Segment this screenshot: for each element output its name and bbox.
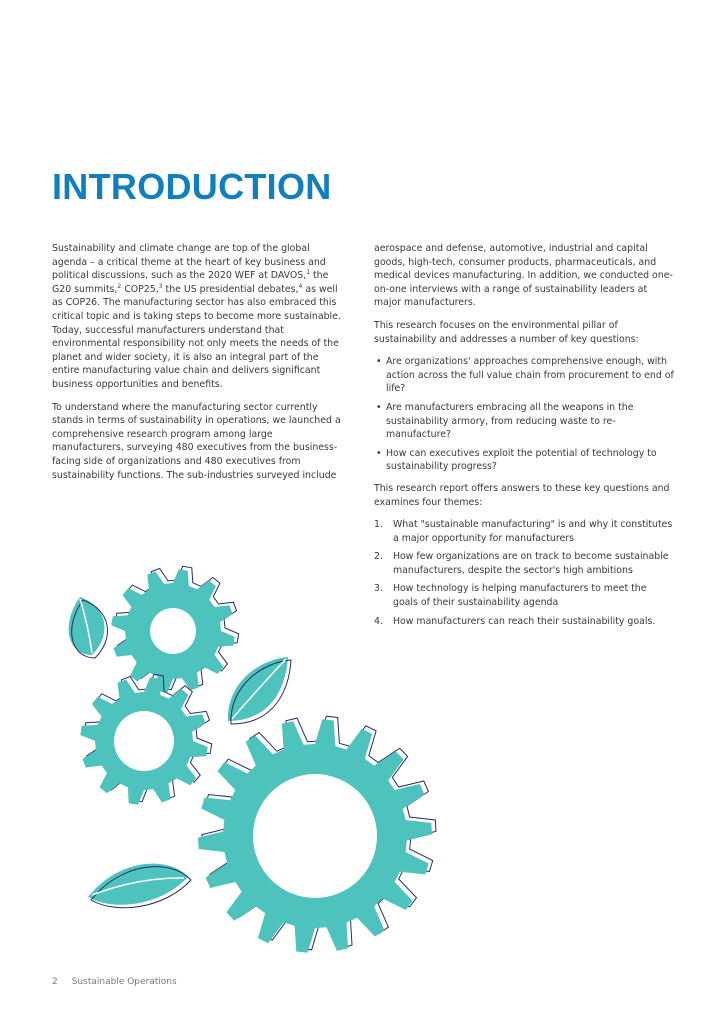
text-run: as well as COP26. The manufacturing sector has also embraced this critical topic and is taking steps to become more sustainable. Today, successful manufacturers understand that environmental responsibility not only meets the needs of the planet and wider society, it is also an integral part of the entire manufacturing value chain and delivers significant business opportunities and benefits. [52, 283, 341, 390]
page-title: INTRODUCTION [52, 166, 332, 207]
intro-paragraph-4: This research focuses on the environmental pillar of sustainability and addresses a number of key questions: [374, 319, 639, 345]
intro-paragraph-1 [52, 242, 344, 392]
intro-paragraph-5: This research report offers answers to these key questions and examines four themes: [374, 482, 670, 508]
leaf-icon [88, 864, 191, 908]
gear-icon [111, 566, 238, 692]
list-item-text: How few organizations are on track to become sustainable manufacturers, despite the sector's high ambitions [393, 551, 669, 576]
footnote-ref-3[interactable]: 3 [158, 282, 163, 290]
list-number: 2. [374, 551, 383, 563]
list-item [374, 401, 674, 442]
footnote-ref-2[interactable]: 2 [117, 282, 122, 290]
page-footer [52, 977, 177, 987]
left-column [52, 242, 344, 491]
gear-icon [80, 674, 211, 804]
list-item-text: What "sustainable manufacturing" is and why it constitutes a major opportunity for manufacturers [393, 519, 673, 544]
footnote-ref-4[interactable]: 4 [298, 282, 303, 290]
list-item-text: Are manufacturers embracing all the weapons in the sustainability armory, from reducing waste to re-manufacture? [386, 401, 634, 441]
list-number: 1. [374, 519, 383, 531]
text-run: the G20 summits, [52, 270, 329, 295]
bullet: • [376, 401, 382, 413]
list-number: 3. [374, 583, 383, 595]
list-item [374, 518, 674, 545]
list-item-text: How can executives exploit the potential of technology to sustainability progress? [386, 447, 657, 473]
footnote-ref-1[interactable]: 1 [306, 269, 311, 277]
leaf-icon [69, 597, 108, 658]
gears-illustration [60, 555, 460, 975]
bullet: • [376, 447, 382, 459]
text-run: Sustainability and climate change are top of the global agenda – a critical theme at the heart of key business and political discussions, such as the 2020 WEF at DAVOS, [52, 243, 326, 282]
intro-paragraph-3: aerospace and defense, automotive, industrial and capital goods, high-tech, consumer products, pharmaceuticals, and medical devices manufacturing. In addition, we conducted one-on-one interviews with a range of sustainability leaders at major manufacturers. [374, 243, 673, 309]
text-run: COP25, [121, 283, 159, 295]
list-item-text: How manufacturers can reach their sustainability goals. [393, 615, 656, 627]
list-number: 4. [374, 615, 383, 627]
footer-section-title: Sustainable Operations [71, 977, 177, 987]
gear-icon [198, 716, 436, 953]
list-item [374, 447, 674, 474]
bullet: • [376, 356, 382, 368]
key-questions-list [374, 355, 674, 474]
list-item [374, 355, 674, 396]
list-item-text: How technology is helping manufacturers to meet the goals of their sustainability agenda [393, 583, 647, 609]
list-item-text: Are organizations' approaches comprehensive enough, with action across the full value chain from procurement to end of life? [386, 356, 674, 395]
page-number: 2 [52, 977, 58, 987]
leaf-icon [228, 657, 291, 724]
text-run: the US presidential debates, [162, 283, 299, 295]
intro-paragraph-2: To understand where the manufacturing sector currently stands in terms of sustainability in operations, we launched a comprehensive research program among large manufacturers, surveying 480 executives from the business-facing side of organizations and 480 executives from sustainability functions. The sub-industries surveyed include [52, 401, 341, 481]
